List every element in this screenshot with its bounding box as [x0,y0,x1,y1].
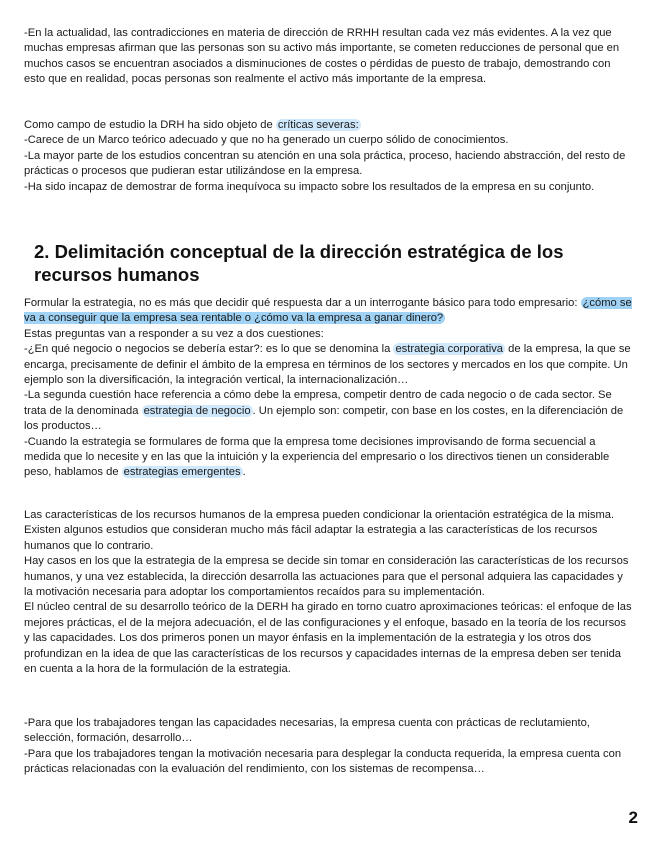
strategy-block [24,296,632,481]
highlight-negocio: estrategia de negocio [143,404,251,417]
highlight-questions: ¿cómo se va a conseguir que la empresa sea rentable o ¿cómo va la empresa a ganar dinero? [24,297,632,325]
practices-item-1: -Para que los trabajadores tengan las capacidades necesarias, la empresa cuenta con prácticas de reclutamiento, selección, formación, desarrollo… [24,717,590,745]
criticism-item-2: -La mayor parte de los estudios concentran su atención en una sola práctica, proceso, haciendo abstracción, del resto de prácticas o procesos que pudieran estar utilizándose en la empresa. [24,149,626,178]
page-number: 2 [628,808,638,827]
hr-paragraph-1: Las características de los recursos humanos de la empresa pueden condicionar la orientación estratégica de la misma. Existen algunos estudios que consideran mucho más fácil adaptar la estrategia a las características de los recursos humanos que lo contrario. [24,509,615,552]
criticism-item-3: -Ha sido incapaz de demostrar de forma inequívoca su impacto sobre los resultados de la empresa en su conjunto. [24,180,595,193]
hr-characteristics-block [24,508,632,677]
strategy-point-1: -¿En qué negocio o negocios se debería estar?: es lo que se denomina la estrategia corporativa de la empresa, la que se encarga, precisamente de definir el ámbito de la empresa en términos de los sectores y mercados en los que compite. Un ejemplo son la diversificación, la integración vertical, la internacionalización… [24,343,631,387]
hr-paragraph-3: El núcleo central de su desarrollo teórico de la DERH ha girado en torno cuatro aproximaciones teóricas: el enfoque de las mejores prácticas, el de la mejora adecuación, el de las configuraciones y el enfoque, basado en la teoría de los recursos y las capacidades. Los dos primeros ponen un mayor énfasis en la implementación de la estrategia y los otros dos profundizan en la idea de que las características de los recursos y capacidades internas de la empresa deben ser tenida en cuenta a la hora de la formulación de la estrategia. [24,601,632,676]
strategy-lead: Formular la estrategia, no es más que decidir qué respuesta dar a un interrogante básico para todo empresario: ¿cómo se va a conseguir que la empresa sea rentable o ¿cómo va la empresa a ganar dinero? [24,297,632,325]
highlight-criticas: críticas severas: [277,119,359,131]
intro-paragraph [24,26,632,88]
strategy-point-2: -La segunda cuestión hace referencia a cómo debe la empresa, competir dentro de cada negocio o de cada sector. Se trata de la denominada estrategia de negocio . Un ejemplo son: competir, con base en los costes, en la diferenciación de los productos… [24,389,624,433]
strategy-point-3: -Cuando la estrategia se formulares de forma que la empresa tome decisiones improvisando de forma secuencial a medida que lo necesite y en las que la intuición y la experiencia del empresario o los directivos tienen un considerable peso, hablamos de estrategias emergentes . [24,435,610,479]
section-heading: 2. Delimitación conceptual de la dirección estratégica de los recursos humanos [34,241,564,285]
criticism-block [24,118,632,195]
practices-block [24,716,632,778]
practices-item-2: -Para que los trabajadores tengan la motivación necesaria para desplegar la conducta requerida, la empresa cuenta con prácticas relacionadas con la evaluación del rendimiento, con los sistemas de recompensa… [24,747,622,776]
intro-text: -En la actualidad, las contradicciones en materia de dirección de RRHH resultan cada vez más evidentes. A la vez que muchas empresas afirman que las personas son su activo más importante, se cometen reducciones de personal que en muchos casos se encuentran asociados a disminuciones de costes o pérdidas de puesto de trabajo, demostrando con esto que en realidad, pocas personas son realmente el activo más importante de la empresa. [24,27,620,86]
highlight-emergentes: estrategias emergentes [123,466,241,479]
hr-paragraph-2: Hay casos en los que la estrategia de la empresa se decide sin tomar en consideración las características de los recursos humanos, y una vez establecida, la dirección desarrolla las actuaciones para que el personal adquiera las capacidades y la motivación necesaria para adoptar los comportamientos recaídos para su implementación. [24,555,629,599]
criticism-item-1: -Carece de un Marco teórico adecuado y que no ha generado un cuerpo sólido de conocimientos. [24,134,509,147]
highlight-corporativa: estrategia corporativa [395,343,504,356]
strategy-answer-line: Estas preguntas van a responder a su vez a dos cuestiones: [24,327,324,340]
criticism-lead: Como campo de estudio la DRH ha sido objeto de críticas severas: [24,119,359,131]
